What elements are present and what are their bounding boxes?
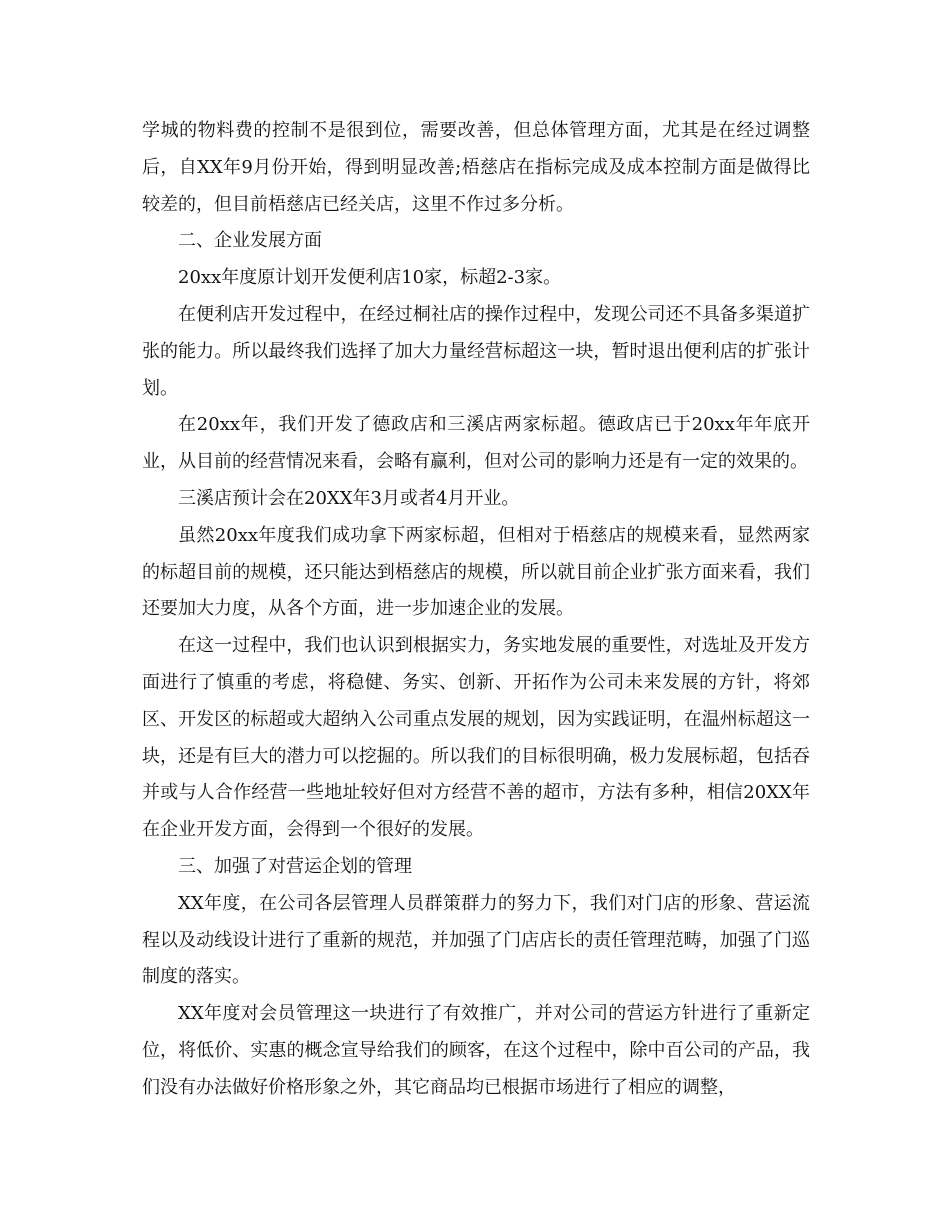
paragraph: 在便利店开发过程中，在经过桐社店的操作过程中，发现公司还不具备多渠道扩张的能力。所以最终我们选择了加大力量经营标超这一块，暂时退出便利店的扩张计划。	[142, 303, 810, 399]
paragraph: 虽然20xx年度我们成功拿下两家标超，但相对于梧慈店的规模来看，显然两家的标超目前的规模，还只能达到梧慈店的规模，所以就目前企业扩张方面来看，我们还要加大力度，从各个方面，进一步加速企业的发展。	[142, 524, 810, 620]
paragraph: 在这一过程中，我们也认识到根据实力，务实地发展的重要性，对选址及开发方面进行了慎重的考虑，将稳健、务实、创新、开拓作为公司未来发展的方针，将郊区、开发区的标超或大超纳入公司重点发展的规划，因为实践证明，在温州标超这一块，还是有巨大的潜力可以挖掘的。所以我们的目标很明确，极力发展标超，包括吞并或与人合作经营一些地址较好但对方经营不善的超市，方法有多种，相信20XX年在企业开发方面，会得到一个很好的发展。	[142, 635, 810, 841]
paragraph: XX年度，在公司各层管理人员群策群力的努力下，我们对门店的形象、营运流程以及动线设计进行了重新的规范，并加强了门店店长的责任管理范畴，加强了门巡制度的落实。	[142, 892, 810, 988]
paragraph: 三溪店预计会在20XX年3月或者4月开业。	[178, 487, 520, 509]
paragraph: 20xx年度原计划开发便利店10家，标超2-3家。	[178, 267, 562, 289]
paragraph-continuation: 学城的物料费的控制不是很到位，需要改善，但总体管理方面，尤其是在经过调整后，自XX年9月份开始，得到明显改善;梧慈店在指标完成及成本控制方面是做得比较差的，但目前梧慈店已经关店，这里不作过多分析。	[142, 120, 810, 215]
paragraph: XX年度对会员管理这一块进行了有效推广，并对公司的营运方针进行了重新定位，将低价、实惠的概念宣导给我们的顾客，在这个过程中，除中百公司的产品，我们没有办法做好价格形象之外，其它商品均已根据市场进行了相应的调整，	[142, 1003, 810, 1098]
paragraph: 在20xx年，我们开发了德政店和三溪店两家标超。德政店已于20xx年年底开业，从目前的经营情况来看，会略有赢利，但对公司的影响力还是有一定的效果的。	[142, 414, 810, 473]
document-body	[142, 113, 810, 1107]
section-heading-enterprise-development: 二、企业发展方面	[178, 230, 322, 252]
section-heading-operations-planning: 三、加强了对营运企划的管理	[178, 855, 412, 877]
